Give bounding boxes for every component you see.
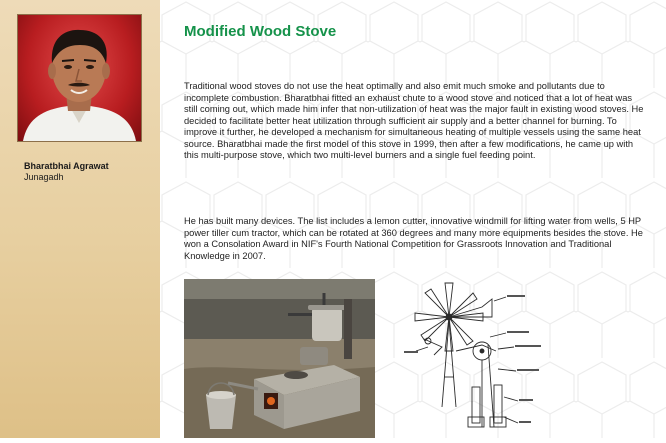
article-title: Modified Wood Stove bbox=[184, 23, 337, 40]
article-paragraph-2: He has built many devices. The list includes a lemon cutter, innovative windmill for lifting water from wells, 5 HP power tiller cum tractor, which can be rotated at 360 degrees and many more equipments besides the stove. He won a Consolation Award in NIF's Fourth National Competition for Grassroots Innovation and Traditional Knowledge in 2007. bbox=[184, 216, 643, 261]
stove-photo bbox=[184, 279, 375, 438]
windmill-drawing bbox=[394, 277, 574, 438]
person-location: Junagadh bbox=[24, 172, 64, 182]
article-panel bbox=[160, 0, 666, 438]
article-paragraph-1: Traditional wood stoves do not use the heat optimally and also emit much smoke and pollutants due to incomplete combustion. Bharatbhai fitted an exhaust chute to a wood stove and noticed that a lot of heat was still coming out, which made him infer that non-utilization of heat was the major fault in existing wood stoves. He decided to facilitate better heat utilization through sufficient air supply and a better channel for burning. To improve it further, he developed a mechanism for simultaneous heating of multiple vessels using the same heat source. Bharatbhai made the first model of this stove in 1999, then after a few modifications, he came up with this multi-purpose stove, which two multi-level burners and a single fuel feeding point. bbox=[184, 81, 644, 160]
wood-stove-photo-icon bbox=[184, 279, 375, 438]
profile-sidebar bbox=[0, 0, 160, 438]
person-name: Bharatbhai Agrawat bbox=[24, 161, 109, 171]
profile-portrait bbox=[17, 14, 142, 142]
portrait-illustration bbox=[18, 15, 141, 141]
windmill-technical-drawing-icon bbox=[394, 277, 574, 438]
